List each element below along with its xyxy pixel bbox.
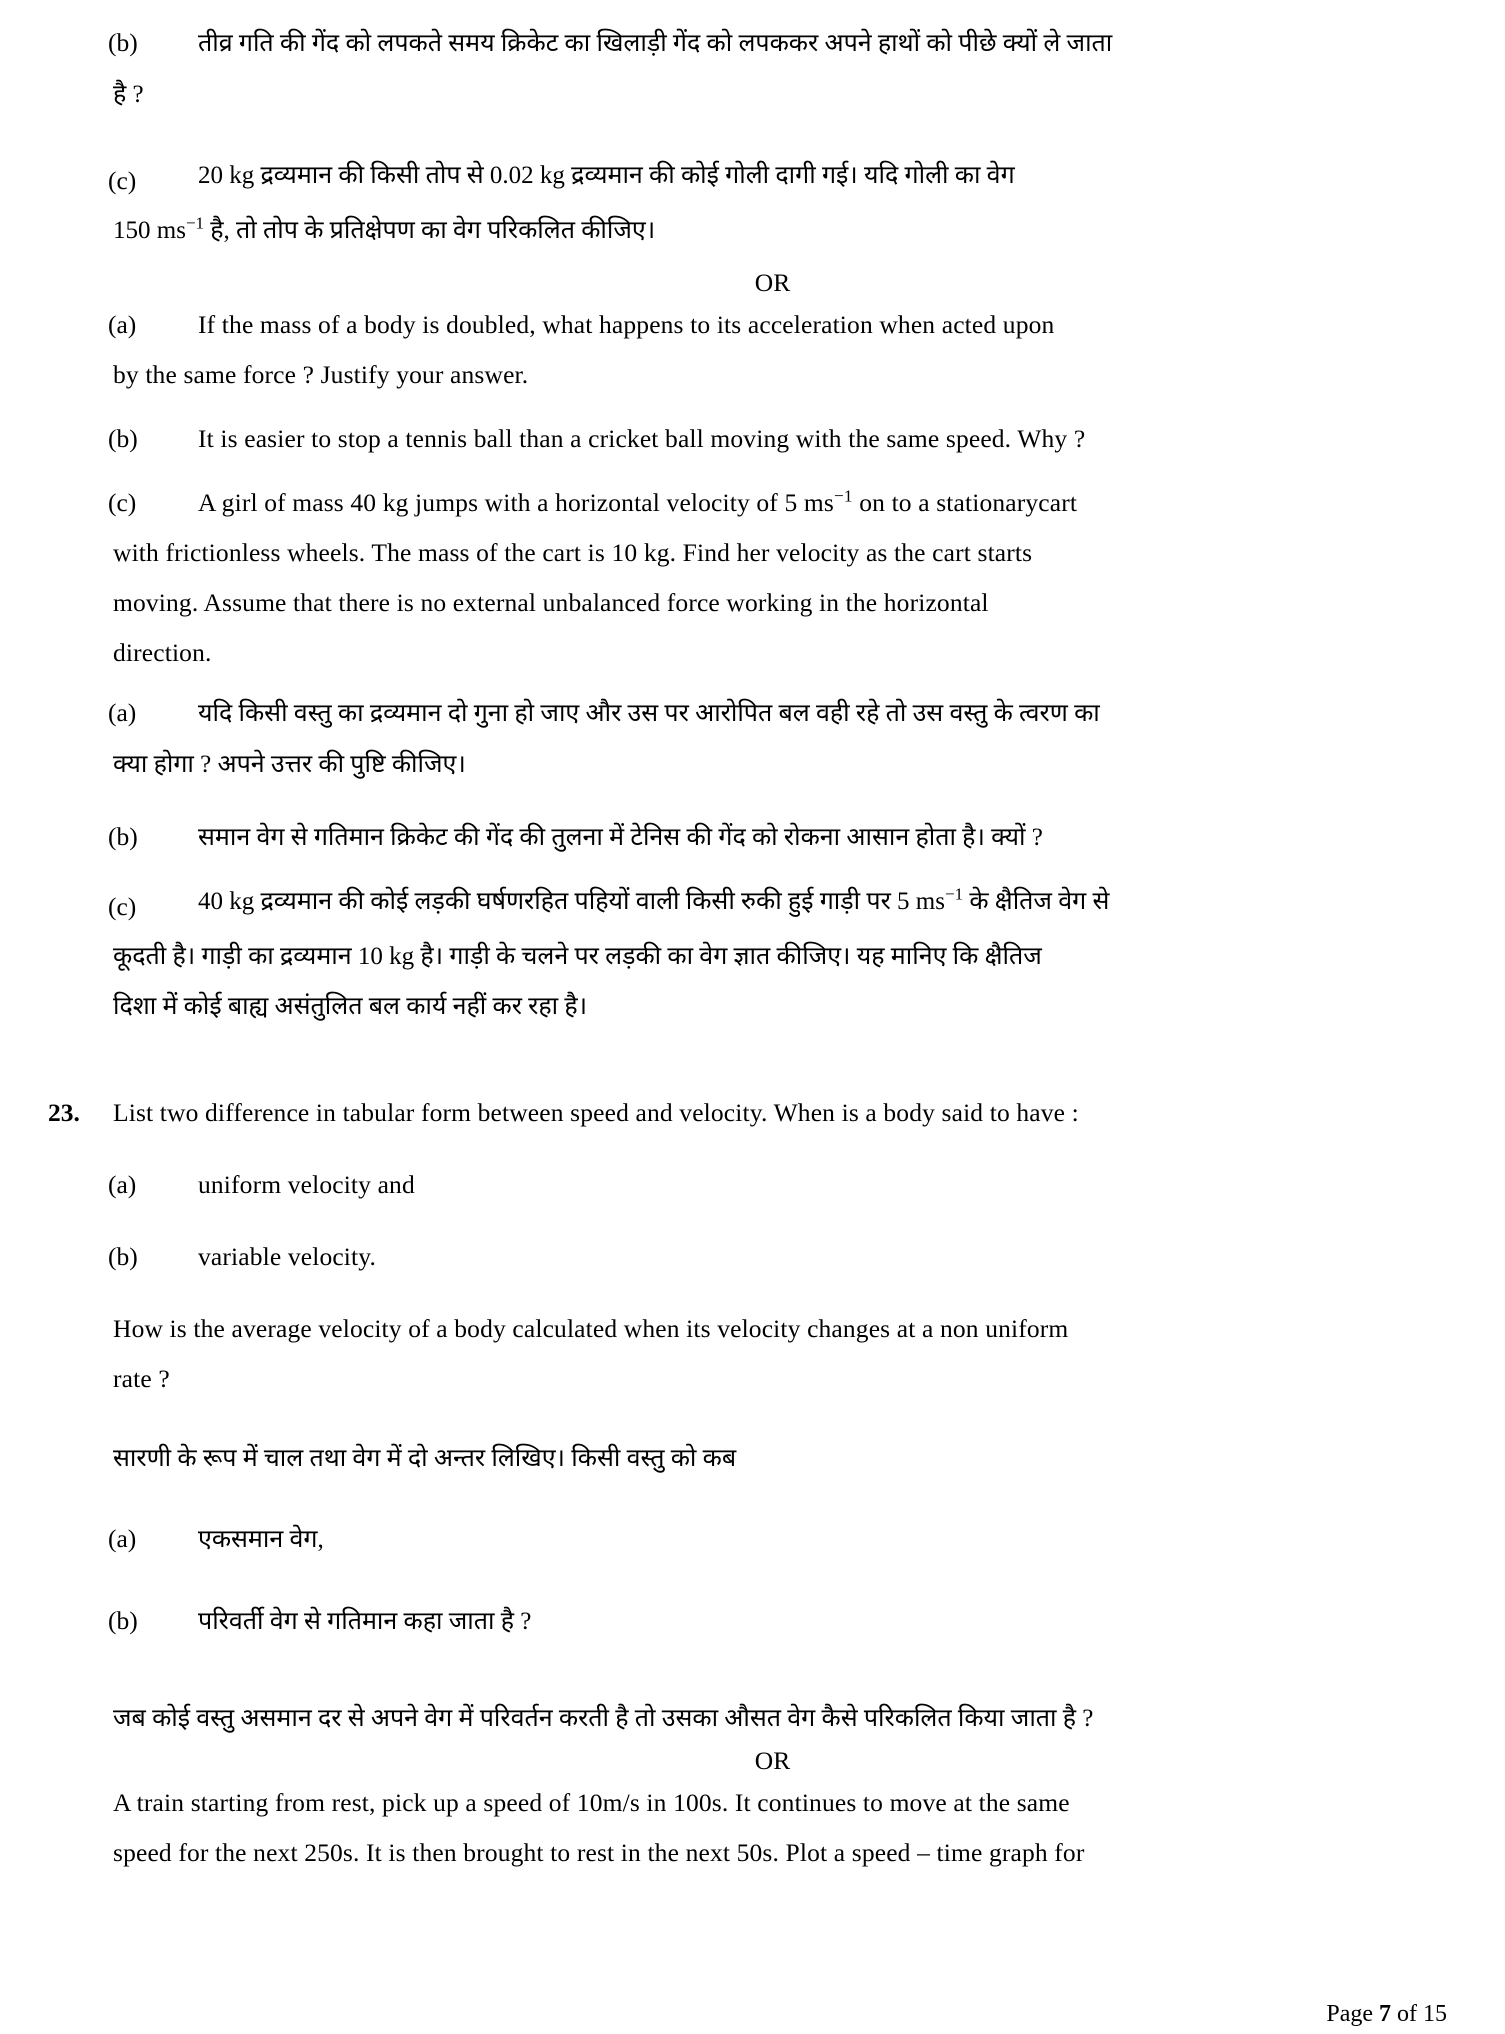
spacer — [0, 256, 1505, 266]
spacer — [0, 1032, 1505, 1088]
item-text-line: यदि किसी वस्तु का द्रव्यमान दो गुना हो जाए और उस पर आरोपित बल वही रहे तो उस वस्तु के त्वरण का — [198, 700, 1100, 727]
spacer — [0, 678, 1505, 688]
spacer — [0, 790, 1505, 812]
item-marker: (b) — [108, 822, 138, 851]
question-22b-hindi — [0, 18, 1505, 70]
spacer — [0, 1484, 1505, 1514]
question-22a-english-line2: by the same force ? Justify your answer. — [113, 360, 529, 389]
question-22c-english-line2: with frictionless wheels. The mass of the cart is 10 kg. Find her velocity as the cart starts — [113, 538, 1033, 567]
cart-velocity-text: 40 kg द्रव्यमान की कोई लड़की घर्षणरहित पहियों वाली किसी रुकी हुई गाड़ी पर 5 ms — [198, 888, 945, 915]
spacer — [0, 120, 1505, 156]
question-23a-hindi — [0, 1514, 1505, 1566]
item-marker: (b) — [108, 1606, 138, 1635]
question-22c-english-line3: moving. Assume that there is no external unbalanced force working in the horizontal — [113, 588, 989, 617]
question-22a-hindi-line2: क्या होगा ? अपने उत्तर की पुष्टि कीजिए। — [113, 751, 466, 778]
exponent: −1 — [185, 213, 205, 233]
page-footer — [1326, 2001, 1447, 2028]
question-23-followup-line1: How is the average velocity of a body calculated when its velocity changes at a non uniform — [113, 1314, 1069, 1343]
item-marker: (a) — [108, 1170, 137, 1199]
item-text-line — [198, 478, 1505, 528]
spacer — [0, 1404, 1505, 1434]
question-22c-hindi-line2: कूदती है। गाड़ी का द्रव्यमान 10 kg है। गाड़ी के चलने पर लड़की का वेग ज्ञात कीजिए। यह मानिए कि क्षैतिज — [113, 943, 1042, 970]
item-text-line: परिवर्ती वेग से गतिमान कहा जाता है ? — [198, 1608, 532, 1635]
page-footer-prefix: Page — [1326, 2001, 1379, 2027]
velocity-tail: है, तो तोप के प्रतिक्षेपण का वेग परिकलित कीजिए। — [204, 217, 656, 244]
item-marker: (c) — [108, 892, 137, 921]
or-separator-1: OR — [754, 268, 791, 297]
question-23-hindi-stem: सारणी के रूप में चाल तथा वेग में दो अन्तर लिखिए। किसी वस्तु को कब — [113, 1445, 737, 1472]
item-text-line: समान वेग से गतिमान क्रिकेट की गेंद की तुलना में टेनिस की गेंद को रोकना आसान होता है। क्यों ? — [198, 824, 1043, 851]
item-marker: (b) — [108, 28, 138, 57]
question-23-or-line2: speed for the next 250s. It is then brought to rest in the next 50s. Plot a speed – time graph for — [113, 1838, 1085, 1867]
question-23-stem: List two difference in tabular form between speed and velocity. When is a body said to have : — [113, 1098, 1079, 1127]
girl-velocity-tail: on to a stationarycart — [852, 488, 1078, 517]
exponent: −1 — [833, 486, 853, 506]
item-marker: (b) — [108, 1242, 138, 1271]
question-22b-hindi-line2: है ? — [113, 81, 144, 108]
item-text-line: If the mass of a body is doubled, what happens to its acceleration when acted upon — [198, 310, 1055, 339]
girl-velocity-text: A girl of mass 40 kg jumps with a horizontal velocity of 5 ms — [198, 488, 834, 517]
spacer — [0, 1210, 1505, 1232]
item-text-line: uniform velocity and — [198, 1170, 415, 1199]
question-22c-hindi-line2 — [113, 206, 1505, 256]
page-number: 7 — [1379, 2001, 1391, 2027]
item-text-line: It is easier to stop a tennis ball than a cricket ball moving with the same speed. Why ? — [198, 424, 1086, 453]
page-footer-suffix: of 15 — [1391, 2001, 1447, 2027]
question-22a-hindi — [0, 688, 1505, 740]
item-text-line — [198, 882, 1505, 922]
spacer — [0, 1566, 1505, 1596]
question-22c-english-line4: direction. — [113, 638, 212, 667]
question-23-followup-line2: rate ? — [113, 1364, 170, 1393]
item-text-line: variable velocity. — [198, 1242, 377, 1271]
question-22b-hindi-2 — [0, 812, 1505, 864]
item-marker: (b) — [108, 424, 138, 453]
question-22c-hindi-2 — [0, 882, 1505, 932]
item-text-line: 20 kg द्रव्यमान की किसी तोप से 0.02 kg द्रव्यमान की कोई गोली दागी गई। यदि गोली का वेग — [198, 162, 1015, 189]
item-marker: (a) — [108, 310, 137, 339]
spacer — [0, 1648, 1505, 1694]
spacer — [0, 864, 1505, 882]
question-number: 23. — [48, 1098, 80, 1127]
question-22c-hindi — [0, 156, 1505, 206]
exponent: −1 — [944, 884, 964, 904]
question-22c-hindi-line3: दिशा में कोई बाह्य असंतुलित बल कार्य नहीं कर रहा है। — [113, 993, 588, 1020]
item-text-line: तीव्र गति की गेंद को लपकते समय क्रिकेट का खिलाड़ी गेंद को लपककर अपने हाथों को पीछे क्यों ले जाता — [198, 30, 1113, 57]
item-marker: (a) — [108, 698, 137, 727]
spacer — [0, 400, 1505, 414]
spacer — [0, 464, 1505, 478]
spacer — [0, 1138, 1505, 1160]
question-23a-english — [0, 1160, 1505, 1210]
item-marker: (a) — [108, 1524, 137, 1553]
question-23b-english — [0, 1232, 1505, 1282]
question-22a-english — [0, 300, 1505, 350]
question-22b-english — [0, 414, 1505, 464]
item-marker: (c) — [108, 488, 137, 517]
or-separator-2: OR — [754, 1746, 791, 1775]
question-23-hindi-followup: जब कोई वस्तु असमान दर से अपने वेग में परिवर्तन करती है तो उसका औसत वेग कैसे परिकलित किया जाता है ? — [113, 1705, 1094, 1732]
spacer — [0, 1282, 1505, 1304]
item-text-line: एकसमान वेग, — [198, 1526, 324, 1553]
cart-velocity-tail: के क्षैतिज वेग से — [963, 888, 1110, 915]
question-23-or-line1: A train starting from rest, pick up a speed of 10m/s in 100s. It continues to move at the same — [113, 1788, 1070, 1817]
question-23 — [0, 1088, 1505, 1138]
item-marker: (c) — [108, 166, 137, 195]
question-23b-hindi — [0, 1596, 1505, 1648]
question-22c-english — [0, 478, 1505, 528]
velocity-value: 150 ms — [113, 217, 186, 244]
